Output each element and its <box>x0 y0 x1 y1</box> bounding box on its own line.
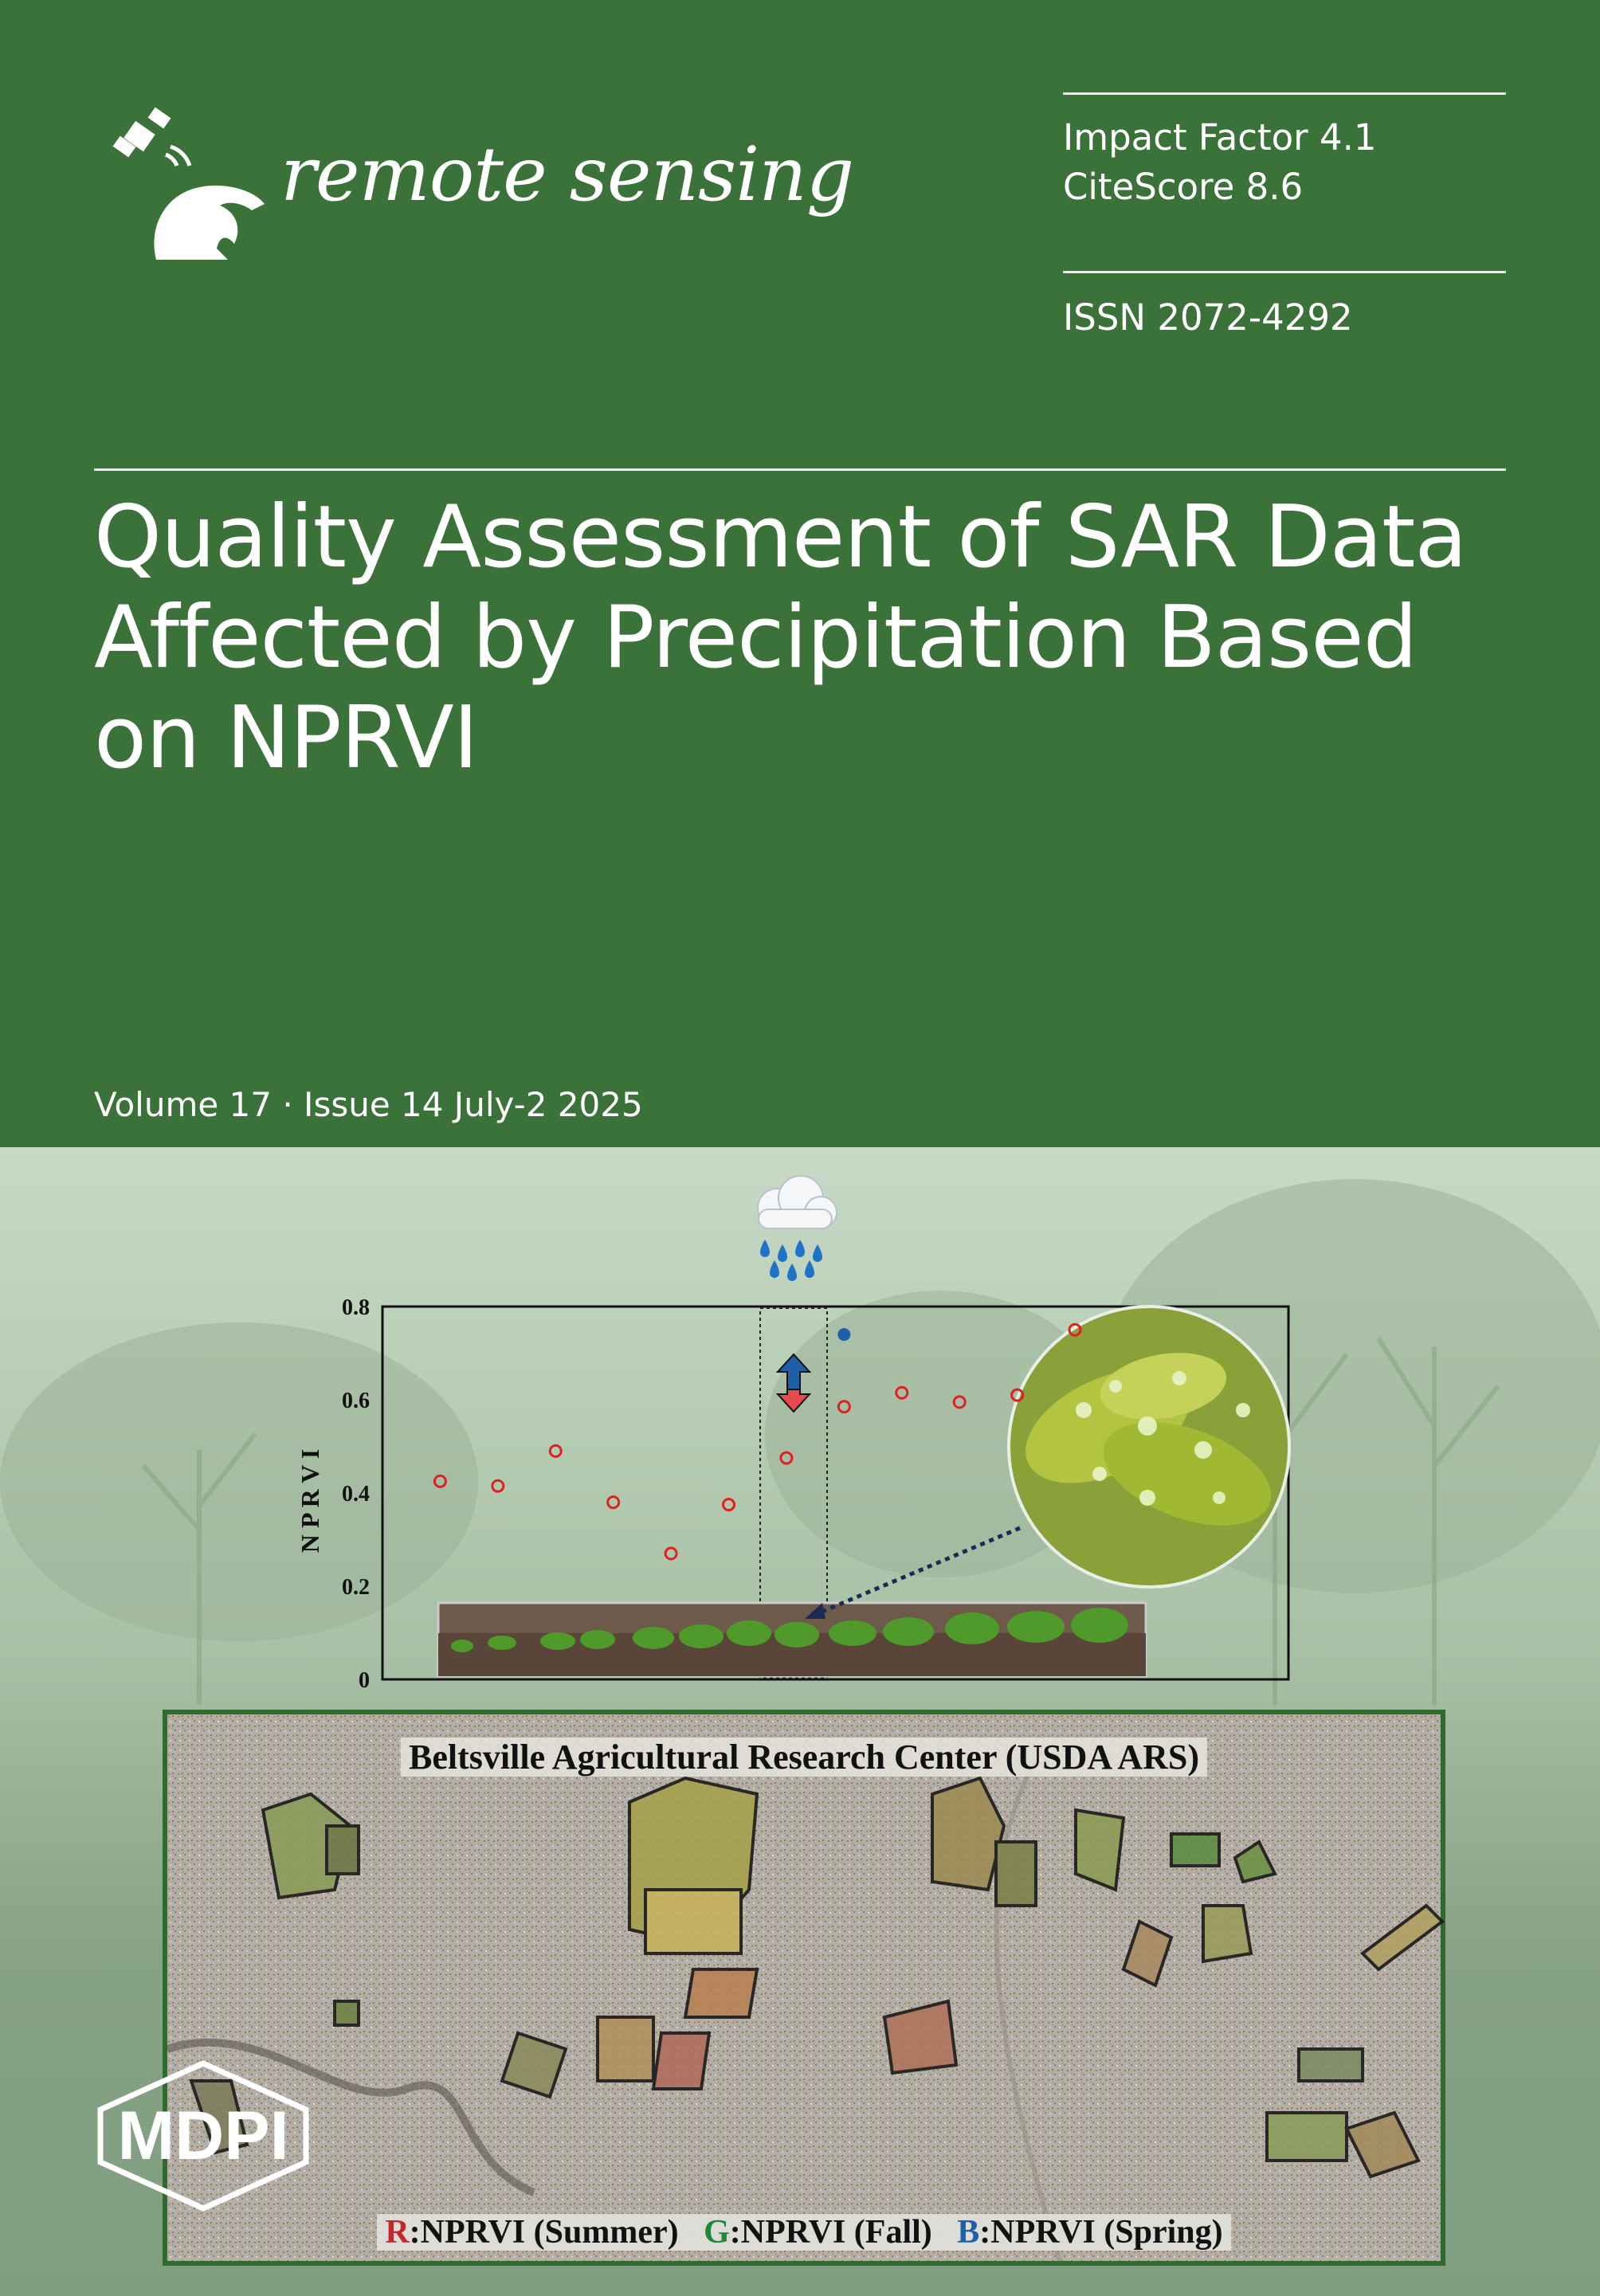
legend-letter-b: B <box>957 2214 980 2251</box>
highlight-data-point <box>837 1328 850 1341</box>
sar-map-title-text: Beltsville Agricultural Research Center (USDA ARS) <box>401 1738 1207 1777</box>
nprvi-data-point <box>954 1397 965 1408</box>
legend-letter-g: G <box>704 2214 730 2251</box>
article-title <box>94 488 1528 789</box>
y-tick-label: 0.6 <box>342 1389 370 1413</box>
nprvi-data-point <box>492 1480 504 1491</box>
sar-map-title <box>167 1737 1441 1777</box>
legend-text-spring: :NPRVI (Spring) <box>979 2214 1223 2251</box>
legend-letter-r: R <box>385 2214 410 2251</box>
legend-text-summer: :NPRVI (Summer) <box>409 2214 679 2251</box>
legend-box <box>377 2214 1230 2251</box>
impact-factor: Impact Factor 4.1 <box>1063 116 1377 159</box>
nprvi-data-point <box>838 1401 849 1412</box>
journal-name: remote sensing <box>280 131 853 218</box>
nprvi-scatter-chart <box>296 1291 1307 1705</box>
title-line: Quality Assessment of SAR Data <box>94 488 1467 587</box>
legend-text-fall: :NPRVI (Fall) <box>729 2214 932 2251</box>
nprvi-data-point <box>781 1452 792 1463</box>
mdpi-logo <box>92 2060 314 2212</box>
y-tick-label: 0.2 <box>342 1575 370 1600</box>
issn: ISSN 2072-4292 <box>1063 296 1353 339</box>
sar-composite-map <box>163 1710 1445 2266</box>
title-line: Affected by Precipitation Based <box>94 588 1418 688</box>
nprvi-data-point <box>434 1475 445 1487</box>
satellite-earth-logo-icon <box>100 108 276 268</box>
divider-top <box>1063 92 1506 95</box>
issue-line: Volume 17 · Issue 14 July-2 2025 <box>94 1085 643 1124</box>
field-strip-image <box>438 1603 1146 1676</box>
leaf-droplets-image <box>1008 1307 1289 1587</box>
double-arrow-icon <box>778 1354 810 1412</box>
publisher-name: MDPI <box>117 2098 289 2174</box>
sar-map-legend <box>167 2213 1441 2251</box>
title-line: on NPRVI <box>94 688 478 788</box>
nprvi-data-point <box>550 1445 561 1456</box>
citescore: CiteScore 8.6 <box>1063 166 1304 208</box>
rain-cloud-icon <box>741 1170 845 1281</box>
sar-map-image <box>167 1714 1441 2261</box>
y-tick-label: 0 <box>359 1668 370 1693</box>
nprvi-data-point <box>896 1387 908 1398</box>
y-tick-label: 0.4 <box>342 1482 370 1507</box>
y-axis-label: N P R V I <box>296 1448 324 1554</box>
nprvi-data-point <box>665 1548 676 1559</box>
nprvi-data-point <box>724 1499 735 1510</box>
y-tick-label: 0.8 <box>342 1295 370 1320</box>
nprvi-data-point <box>608 1497 619 1508</box>
divider-title <box>94 468 1506 471</box>
divider-mid <box>1063 271 1506 273</box>
